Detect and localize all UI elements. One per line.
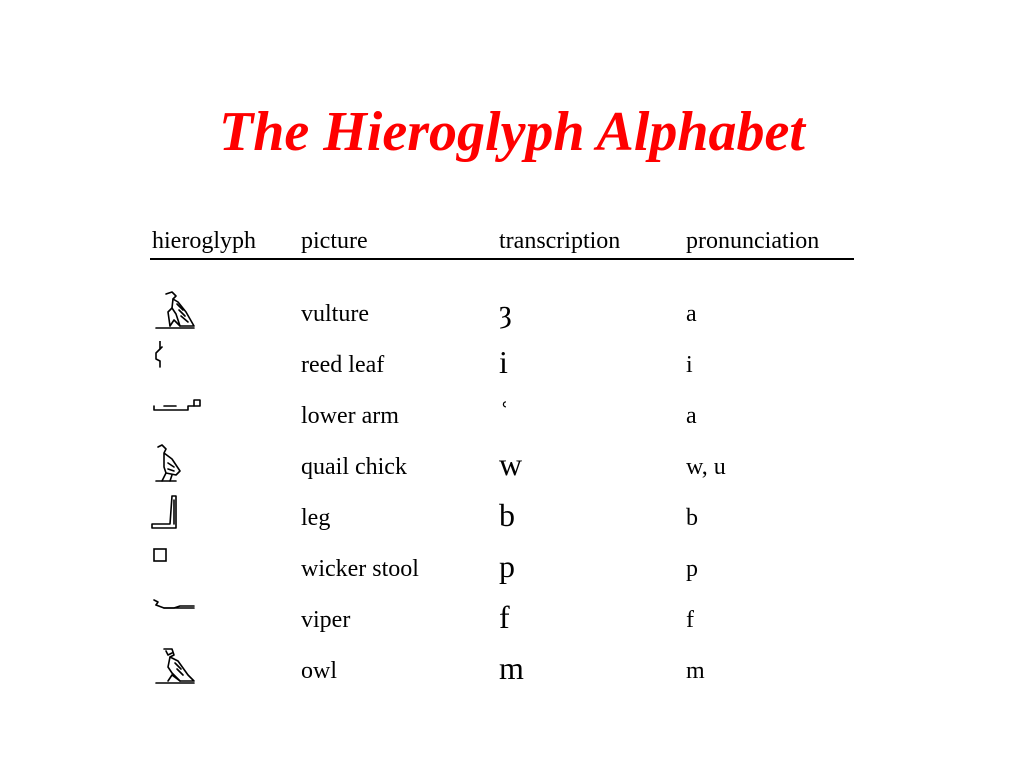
table-row <box>150 290 854 341</box>
pronunciation-value: i <box>686 352 693 378</box>
wicker-stool-glyph-icon <box>150 545 210 585</box>
table-body <box>150 290 854 698</box>
owl-glyph-icon <box>150 647 210 687</box>
quail-chick-glyph-icon <box>150 443 210 483</box>
picture-label: quail chick <box>301 454 407 480</box>
picture-label: viper <box>301 607 351 633</box>
transcription-value: w <box>499 446 523 482</box>
picture-label: vulture <box>301 301 369 327</box>
picture-label: leg <box>301 505 331 531</box>
pronunciation-value: a <box>686 403 697 429</box>
pronunciation-value: p <box>686 556 698 582</box>
table-row <box>150 443 854 494</box>
header-picture: picture <box>301 228 368 254</box>
hieroglyph-table <box>150 226 854 698</box>
table-row <box>150 392 854 443</box>
header-transcription: transcription <box>499 228 621 254</box>
table-row <box>150 341 854 392</box>
lower-arm-glyph-icon <box>150 392 210 432</box>
table-row <box>150 596 854 647</box>
table-row <box>150 647 854 698</box>
slide-title: The Hieroglyph Alphabet <box>219 101 805 163</box>
pronunciation-value: b <box>686 505 698 531</box>
table-header <box>150 226 854 260</box>
pronunciation-value: f <box>686 607 694 633</box>
pronunciation-value: w, u <box>686 454 726 480</box>
transcription-value: f <box>499 599 510 635</box>
transcription-value: b <box>499 497 515 533</box>
transcription-value: ȝ <box>499 293 512 329</box>
vulture-glyph-icon <box>150 290 210 330</box>
transcription-value: p <box>499 548 515 584</box>
transcription-value: ʿ <box>499 395 510 431</box>
picture-label: lower arm <box>301 403 399 429</box>
table-row <box>150 545 854 596</box>
pronunciation-value: a <box>686 301 697 327</box>
table-row <box>150 494 854 545</box>
transcription-value: i <box>499 344 508 380</box>
reed-leaf-glyph-icon <box>150 341 210 381</box>
picture-label: owl <box>301 658 337 684</box>
header-pronunciation: pronunciation <box>686 228 820 254</box>
leg-glyph-icon <box>150 494 210 534</box>
pronunciation-value: m <box>686 658 705 684</box>
viper-glyph-icon <box>150 596 210 636</box>
header-hieroglyph: hieroglyph <box>152 228 256 254</box>
picture-label: wicker stool <box>301 556 419 582</box>
picture-label: reed leaf <box>301 352 385 378</box>
transcription-value: m <box>499 650 524 686</box>
